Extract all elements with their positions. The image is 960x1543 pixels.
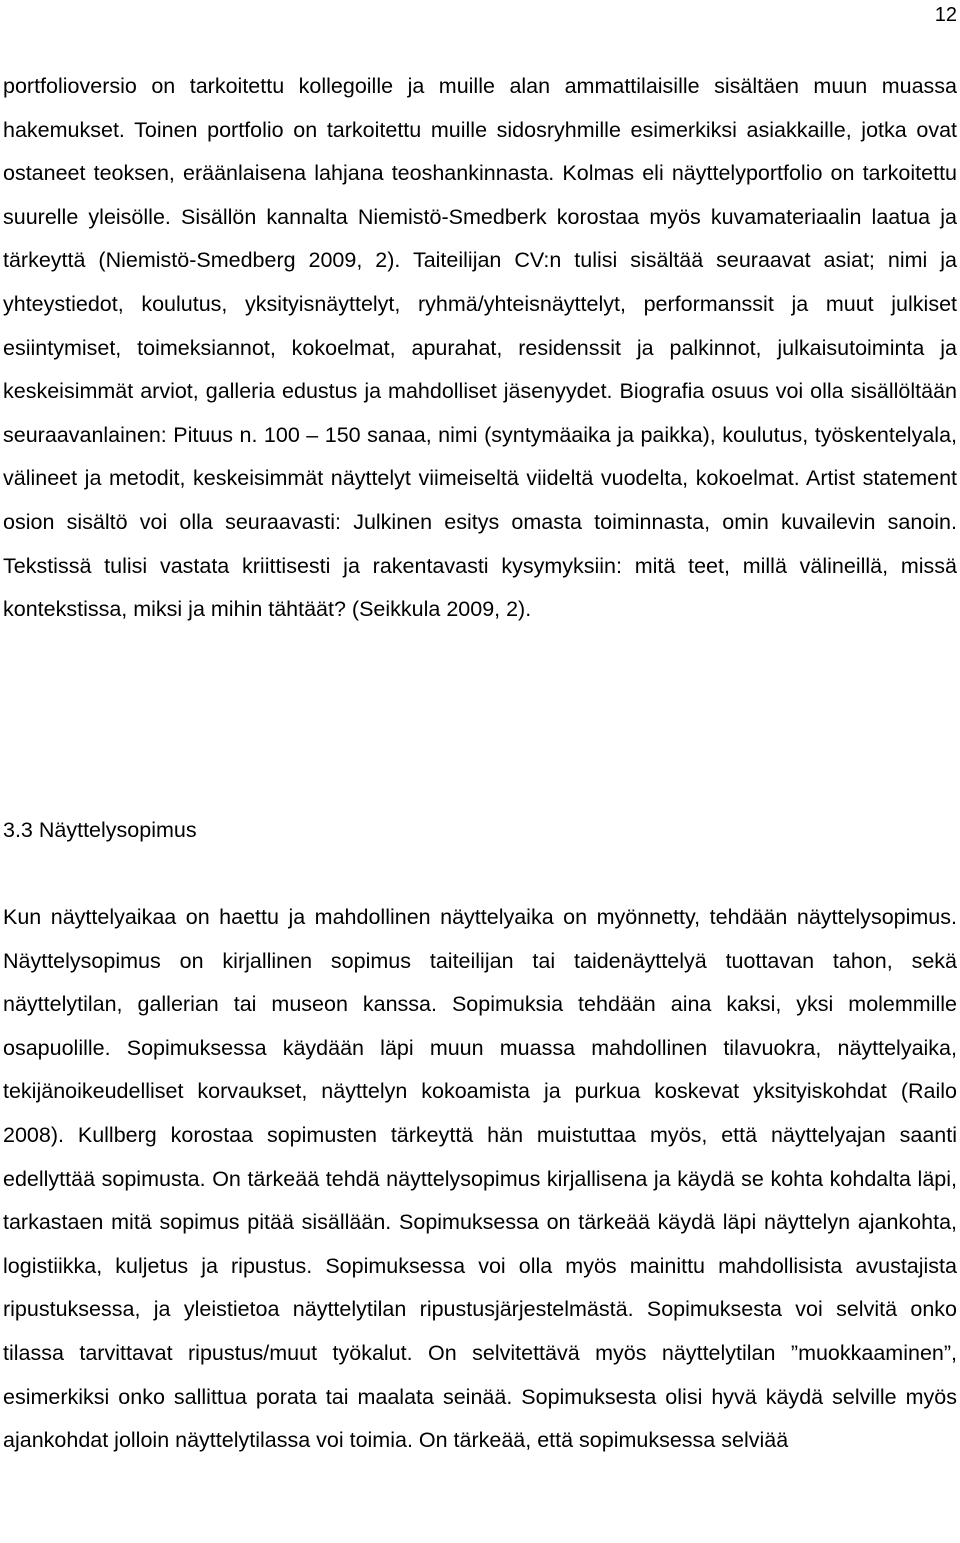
page-number: 12 [934,4,957,26]
section-heading: 3.3 Näyttelysopimus [3,818,197,842]
body-paragraph: Kun näyttelyaikaa on haettu ja mahdollinen näyttelyaika on myönnetty, tehdään näyttelysopimus. Näyttelysopimus on kirjallinen sopimus taiteilijan tai taidenäyttelyä tuottavan tahon, sekä näyttelytilan, gallerian tai museon kanssa. Sopimuksia tehdään aina kaksi, yksi molemmille osapuolille. Sopimuksessa käydään läpi muun muassa mahdollinen tilavuokra, näyttelyaika, tekijänoikeudelliset korvaukset, näyttelyn kokoamista ja purkua koskevat yksityiskohdat (Railo 2008). Kullberg korostaa sopimusten tärkeyttä hän muistuttaa myös, että näyttelyajan saanti edellyttää sopimusta. On tärkeää tehdä näyttelysopimus kirjallisena ja käydä se kohta kohdalta läpi, tarkastaen mitä sopimus pitää sisällään. Sopimuksessa on tärkeää käydä läpi näyttelyn ajankohta, logistiikka, kuljetus ja ripustus. Sopimuksessa voi olla myös mainittu mahdollisista avustajista ripustuksessa, ja yleistietoa näyttelytilan ripustusjärjestelmästä. Sopimuksesta voi selvitä onko tilassa tarvittavat ripustus/muut työkalut. On selvitettävä myös näyttelytilan ”muokkaaminen”, esimerkiksi onko sallittua porata tai maalata seinää. Sopimuksesta olisi hyvä käydä selville myös ajankohdat jolloin näyttelytilassa voi toimia. On tärkeää, että sopimuksessa selviää [3,905,957,1453]
body-paragraph: portfolioversio on tarkoitettu kollegoille ja muille alan ammattilaisille sisältäen muun muassa hakemukset. Toinen portfolio on tarkoitettu muille sidosryhmille esimerkiksi asiakkaille, jotka ovat ostaneet teoksen, eräänlaisena lahjana teoshankinnasta. Kolmas eli näyttelyportfolio on tarkoitettu suurelle yleisölle. Sisällön kannalta Niemistö-Smedberk korostaa myös kuvamateriaalin laatua ja tärkeyttä (Niemistö-Smedberg 2009, 2). Taiteilijan CV:n tulisi sisältää seuraavat asiat; nimi ja yhteystiedot, koulutus, yksityisnäyttelyt, ryhmä/yhteisnäyttelyt, performanssit ja muut julkiset esiintymiset, toimeksiannot, kokoelmat, apurahat, residenssit ja palkinnot, julkaisutoiminta ja keskeisimmät arviot, galleria edustus ja mahdolliset jäsenyydet. Biografia osuus voi olla sisällöltään seuraavanlainen: Pituus n. 100 – 150 sanaa, nimi (syntymäaika ja paikka), koulutus, työskentelyala, välineet ja metodit, keskeisimmät näyttelyt viimeiseltä viideltä vuodelta, kokoelmat. Artist statement osion sisältö voi olla seuraavasti: Julkinen esitys omasta toiminnasta, omin kuvailevin sanoin. Tekstissä tulisi vastata kriittisesti ja rakentavasti kysymyksiin: mitä teet, millä välineillä, missä kontekstissa, miksi ja mihin tähtäät? (Seikkula 2009, 2). [3,74,957,622]
